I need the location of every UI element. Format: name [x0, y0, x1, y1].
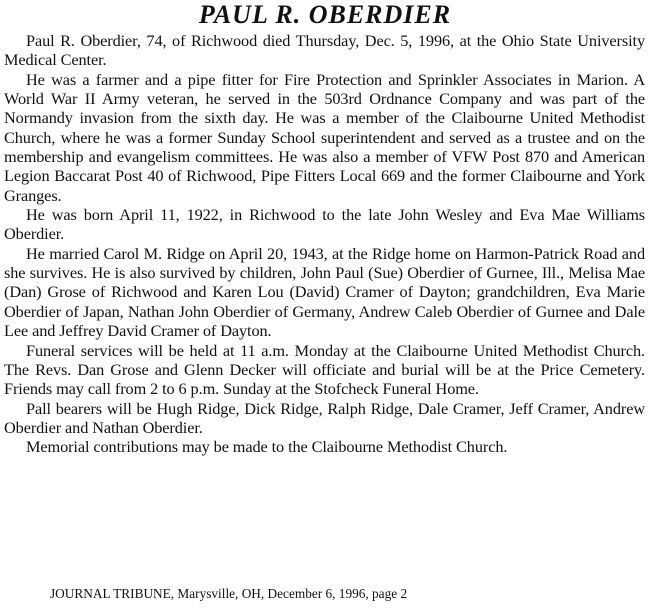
paragraph-career-memberships: He was a farmer and a pipe fitter for Fire Protection and Sprinkler Associates in Marion. A World War II Army veteran, he served in the 503rd Ordnance Company and was part of the Normandy invasion from the sixth day. He was a member of the Claibourne United Methodist Church, where he was a former Sunday School superintendent and served as a trustee and on the membership and evangelism committees. He was also a member of VFW Post 870 and American Legion Baccarat Post 40 of Richwood, Pipe Fitters Local 669 and the former Claibourne and York Granges. [4, 69, 645, 205]
obituary-headline: PAUL R. OBERDIER [198, 0, 452, 29]
source-citation: JOURNAL TRIBUNE, Marysville, OH, December 6, 1996, page 2 [50, 586, 408, 601]
paragraph-death-notice: Paul R. Oberdier, 74, of Richwood died Thursday, Dec. 5, 1996, at the Ohio State University Medical Center. [4, 31, 645, 70]
paragraph-pall-bearers: Pall bearers will be Hugh Ridge, Dick Ridge, Ralph Ridge, Dale Cramer, Jeff Cramer, Andrew Oberdier and Nathan Oberdier. [4, 398, 645, 437]
paragraph-funeral-services: Funeral services will be held at 11 a.m. Monday at the Claibourne United Methodist Church. The Revs. Dan Grose and Glenn Decker will officiate and burial will be at the Price Cemetery. Friends may call from 2 to 6 p.m. Sunday at the Stofcheck Funeral Home. [4, 340, 645, 399]
paragraph-memorial-contributions: Memorial contributions may be made to the Claibourne Methodist Church. [26, 437, 508, 457]
paragraph-birth: He was born April 11, 1922, in Richwood to the late John Wesley and Eva Mae Williams Oberdier. [4, 205, 645, 244]
obituary-body [4, 31, 645, 457]
paragraph-survivors: He married Carol M. Ridge on April 20, 1943, at the Ridge home on Harmon-Patrick Road and she survives. He is also survived by children, John Paul (Sue) Oberdier of Gurnee, Ill., Melisa Mae (Dan) Grose of Richwood and Karen Lou (David) Cramer of Dayton; grandchildren, Eva Marie Oberdier of Japan, Nathan John Oberdier of Germany, Andrew Caleb Oberdier of Gurnee and Dale Lee and Jeffrey David Cramer of Dayton. [4, 243, 645, 341]
